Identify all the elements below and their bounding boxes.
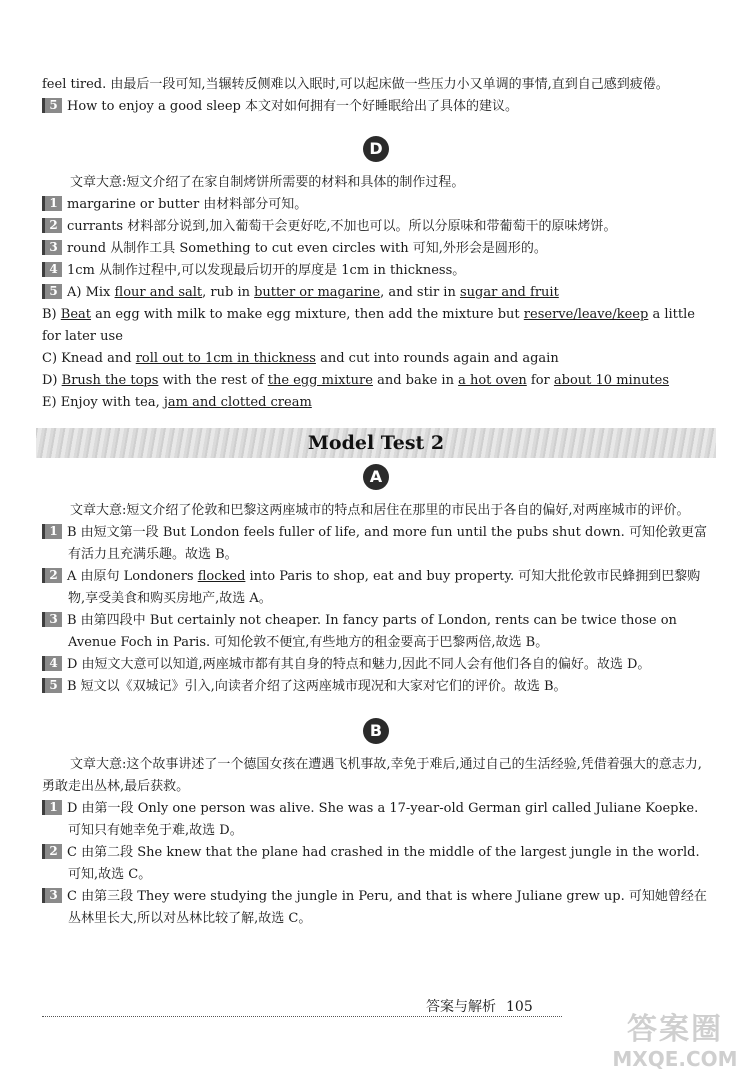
- question-number: 3: [42, 888, 62, 903]
- answer-text: into Paris to shop, eat and buy property. 可知大批伦敦市民蜂拥到巴黎购物,享受美食和购买房地产,故选 A。: [68, 569, 701, 606]
- answer-text: D 由第一段 Only one person was alive. She was a 17-year-old German girl called Juliane Koepke. 可知只有她幸免于难,故选 D。: [67, 801, 699, 838]
- list-item: [49, 522, 710, 566]
- answer-text: E) Enjoy with tea,: [42, 395, 164, 410]
- answer-text: [67, 613, 677, 650]
- answer-d: [42, 370, 710, 392]
- answer-text: [67, 679, 567, 694]
- question-number: 3: [42, 240, 62, 255]
- list-item: [49, 282, 710, 304]
- section-d-summary: 文章大意:短文介绍了在家自制烤饼所需要的材料和具体的制作过程。: [70, 175, 465, 190]
- answer-text: C 由第三段 They were studying the jungle in Peru, and that is where Juliane grew up. 可知她曾经在丛林里长大,所以对丛林比较了解,故选 C。: [67, 889, 707, 926]
- list-item: [49, 798, 710, 842]
- answer-text: B 由短文第一段 But London feels fuller of life, and more fun until the pubs shut down. 可知伦敦更富有活力且充满乐趣。故选 B。: [67, 525, 707, 562]
- list-item: [49, 842, 710, 886]
- list-item: [49, 676, 710, 698]
- underlined-answer: Brush the tops: [61, 373, 159, 388]
- question-number: 2: [42, 218, 62, 233]
- answer-text: [67, 657, 650, 672]
- underlined-answer: sugar and fruit: [459, 285, 559, 300]
- list-item: [49, 886, 710, 930]
- answer-text: B): [42, 307, 61, 322]
- footer-label: 答案与解析: [426, 999, 496, 1015]
- model-test-title: Model Test 2: [307, 432, 445, 454]
- underlined-answer: reserve/leave/keep: [523, 307, 649, 322]
- answer-text: [67, 525, 707, 562]
- question-number: 4: [42, 656, 62, 671]
- answer-text: round 从制作工具 Something to cut even circles with 可知,外形会是圆形的。: [67, 241, 547, 256]
- underlined-answer: a hot oven: [458, 373, 527, 388]
- list-item: [49, 216, 710, 238]
- answer-a: [67, 285, 559, 300]
- underlined-answer: butter or magarine: [254, 285, 381, 300]
- answer-text: B 由第四段中 But certainly not cheaper. In fancy parts of London, rents can be twice those on Avenue Foch in Paris. 可知伦敦不便宜,有些地方的租金要高于巴黎两倍,故选 B。: [67, 613, 677, 650]
- underlined-answer: the egg mixture: [267, 373, 373, 388]
- question-number: 1: [42, 800, 62, 815]
- answer-text: C) Knead and: [42, 351, 136, 366]
- question-number: 2: [42, 844, 62, 859]
- section-b-summary: 文章大意:这个故事讲述了一个德国女孩在遭遇飞机事故,幸免于难后,通过自己的生活经验,凭借着强大的意志力,勇敢走出丛林,最后获救。: [42, 757, 702, 794]
- underlined-answer: flour and salt: [114, 285, 203, 300]
- answer-text: and cut into rounds again and again: [315, 351, 559, 366]
- answer-text: D 由短文大意可以知道,两座城市都有其自身的特点和魅力,因此不同人会有他们各自的偏好。故选 D。: [67, 657, 651, 672]
- answer-text: with the rest of: [158, 373, 268, 388]
- underlined-answer: flocked: [197, 569, 246, 584]
- list-item: 5 How to enjoy a good sleep 本文对如何拥有一个好睡眠给出了具体的建议。: [68, 96, 710, 118]
- question-number: 5: [42, 98, 62, 113]
- watermark-line2: MXQE.COM: [612, 1047, 738, 1071]
- answer-text: A 由原句 Londoners: [67, 569, 198, 584]
- watermark-line1: 答案圈: [627, 1012, 723, 1047]
- list-item: [49, 566, 710, 610]
- answer-text: a little for later use: [42, 307, 695, 344]
- answer-c: [42, 348, 710, 370]
- section-d-items: [42, 194, 710, 282]
- question-number: 4: [42, 262, 62, 277]
- section-b-items: [42, 798, 710, 930]
- section-a-items: [42, 522, 710, 698]
- underlined-answer: about 10 minutes: [553, 373, 670, 388]
- answer-text: and bake in: [372, 373, 459, 388]
- answer-text: , rub in: [202, 285, 255, 300]
- answer-text: for: [526, 373, 554, 388]
- footer-rule: [42, 1016, 562, 1017]
- intro-tail-line: feel tired. 由最后一段可知,当辗转反侧难以入眠时,可以起床做一些压力小又单调的事情,直到自己感到疲倦。: [42, 77, 669, 92]
- question-number: 3: [42, 612, 62, 627]
- page-footer: [426, 996, 533, 1016]
- question-number: 5: [42, 284, 62, 299]
- answer-text: B 短文以《双城记》引入,向读者介绍了这两座城市现况和大家对它们的评价。故选 B。: [67, 679, 567, 694]
- list-item: [49, 238, 710, 260]
- section-a-summary: 文章大意:短文介绍了伦敦和巴黎这两座城市的特点和居住在那里的市民出于各自的偏好,对两座城市的评价。: [70, 503, 690, 518]
- answer-text: an egg with milk to make egg mixture, then add the mixture but: [91, 307, 524, 322]
- answer-text: currants 材料部分说到,加入葡萄干会更好吃,不加也可以。所以分原味和带葡萄干的原味烤饼。: [67, 219, 617, 234]
- question-number: 2: [42, 568, 62, 583]
- list-item: [49, 260, 710, 282]
- answer-text: 1cm 从制作过程中,可以发现最后切开的厚度是 1cm in thickness。: [67, 263, 466, 278]
- section-badge-a: A: [363, 464, 389, 490]
- answer-text: [67, 569, 700, 606]
- list-item: [49, 194, 710, 216]
- question-number: 1: [42, 196, 62, 211]
- list-item: [49, 654, 710, 676]
- question-number: 5: [42, 678, 62, 693]
- answer-text: , and stir in: [380, 285, 460, 300]
- list-item: [49, 610, 710, 654]
- answer-text: C 由第二段 She knew that the plane had crashed in the middle of the largest jungle in the world. 可知,故选 C。: [67, 845, 700, 882]
- underlined-answer: roll out to 1cm in thickness: [135, 351, 316, 366]
- answer-e: [42, 392, 710, 414]
- underlined-answer: jam and clotted cream: [163, 395, 312, 410]
- underlined-answer: Beat: [60, 307, 91, 322]
- answer-b: [42, 304, 710, 348]
- model-test-banner: [36, 428, 716, 458]
- answer-text: margarine or butter 由材料部分可知。: [67, 197, 308, 212]
- answer-text: D): [42, 373, 62, 388]
- section-badge-b: B: [363, 718, 389, 744]
- question-number: 1: [42, 524, 62, 539]
- page-number: 105: [506, 999, 533, 1015]
- answer-text: A) Mix: [67, 285, 115, 300]
- page-content: [42, 74, 710, 930]
- section-badge-d: D: [363, 136, 389, 162]
- watermark-logo: [600, 1012, 750, 1078]
